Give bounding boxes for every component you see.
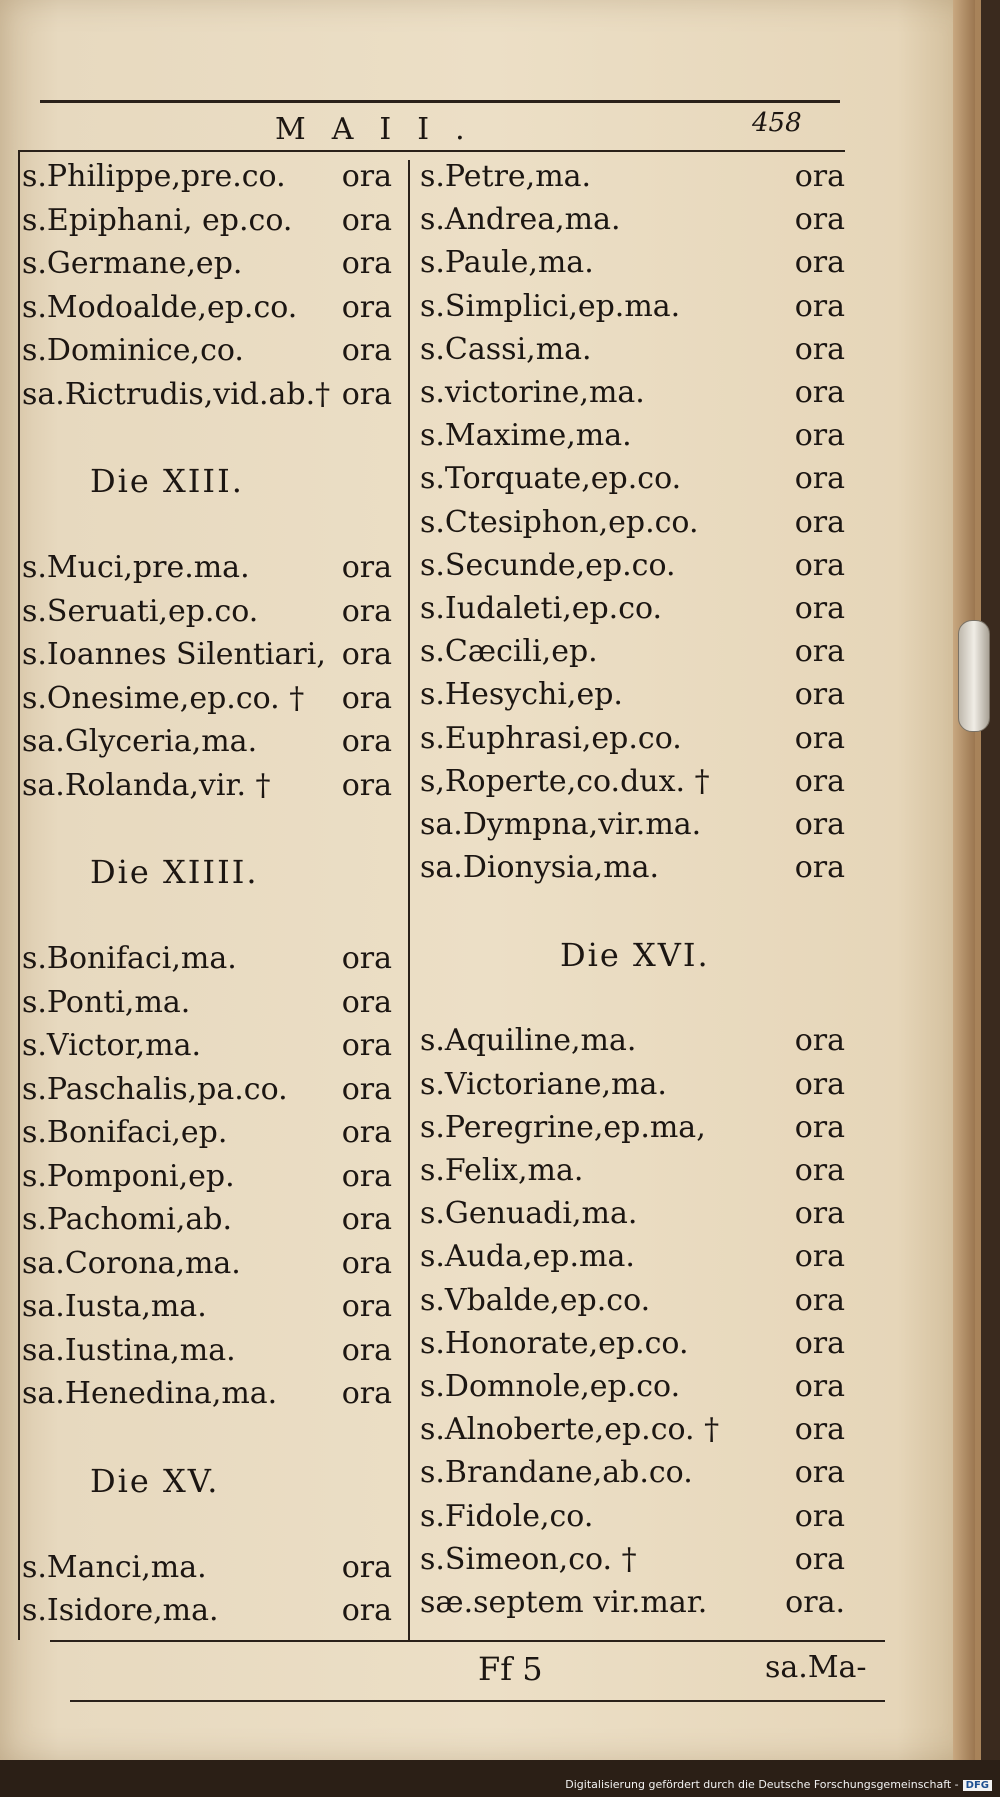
litany-entry bbox=[420, 201, 845, 239]
response-ora: ora bbox=[794, 547, 845, 583]
litany-entry bbox=[22, 1375, 392, 1413]
top-rule bbox=[40, 100, 840, 103]
page-title: MAII. bbox=[275, 112, 491, 147]
response-ora: ora bbox=[341, 637, 392, 672]
response-ora: ora bbox=[794, 1455, 845, 1491]
response-ora: ora bbox=[341, 376, 392, 412]
response-ora: ora bbox=[341, 1071, 392, 1107]
saint-name: s.Felix,ma. bbox=[420, 1153, 584, 1188]
saint-name: s.Muci,pre.ma. bbox=[22, 550, 250, 585]
metal-clasp bbox=[958, 620, 990, 732]
litany-entry bbox=[420, 244, 845, 282]
response-ora: ora bbox=[794, 1282, 845, 1318]
saint-name: sa.Rictrudis,vid.ab.† bbox=[22, 376, 331, 412]
dfg-logo-icon: DFG bbox=[963, 1780, 992, 1791]
saint-name: s.Hesychi,ep. bbox=[420, 677, 623, 713]
litany-entry bbox=[420, 763, 845, 801]
saint-name: s.Pachomi,ab. bbox=[22, 1202, 233, 1237]
saint-name: s.Secunde,ep.co. bbox=[420, 547, 676, 583]
litany-entry bbox=[420, 1109, 845, 1147]
litany-entry bbox=[420, 590, 845, 628]
saint-name: sa.Dympna,vir.ma. bbox=[420, 807, 702, 842]
saint-name: sa.Corona,ma. bbox=[22, 1245, 241, 1281]
response-ora: ora bbox=[794, 591, 845, 626]
response-ora: ora bbox=[794, 288, 845, 324]
saint-name: s.Dominice,co. bbox=[22, 333, 244, 368]
litany-entry bbox=[22, 202, 392, 240]
saint-name: s.Maxime,ma. bbox=[420, 418, 632, 454]
saint-name: s.Paschalis,pa.co. bbox=[22, 1071, 288, 1107]
litany-entry bbox=[420, 1584, 845, 1622]
response-ora: ora bbox=[794, 461, 845, 497]
response-ora: ora bbox=[341, 680, 392, 716]
litany-entry bbox=[420, 849, 845, 887]
response-ora: ora bbox=[794, 159, 845, 194]
litany-entry bbox=[22, 1549, 392, 1587]
day-heading: Die XV. bbox=[90, 1461, 220, 1500]
litany-entry bbox=[420, 1498, 845, 1536]
response-ora: ora bbox=[341, 1245, 392, 1281]
saint-name: s.Genuadi,ma. bbox=[420, 1196, 638, 1232]
response-ora: ora bbox=[341, 550, 392, 585]
saint-name: s.Domnole,ep.co. bbox=[420, 1369, 681, 1404]
litany-entry bbox=[22, 1245, 392, 1283]
saint-name: sa.Rolanda,vir. † bbox=[22, 767, 271, 803]
saint-name: s.Auda,ep.ma. bbox=[420, 1239, 635, 1275]
saint-name: s.Seruati,ep.co. bbox=[22, 593, 259, 629]
signature-mark: Ff 5 bbox=[478, 1650, 543, 1688]
response-ora: ora bbox=[794, 1498, 845, 1534]
litany-entry bbox=[420, 288, 845, 326]
response-ora: ora bbox=[341, 724, 392, 759]
page-number: 458 bbox=[752, 108, 802, 138]
header-rule bbox=[20, 150, 845, 152]
litany-entry bbox=[22, 245, 392, 283]
litany-entry bbox=[420, 720, 845, 758]
litany-entry bbox=[420, 676, 845, 714]
saint-name: sa.Dionysia,ma. bbox=[420, 850, 660, 886]
litany-entry bbox=[420, 504, 845, 542]
litany-entry bbox=[22, 289, 392, 327]
saint-name: s.Iudaleti,ep.co. bbox=[420, 591, 663, 626]
response-ora: ora bbox=[341, 1376, 392, 1411]
saint-name: s.Epiphani, ep.co. bbox=[22, 202, 293, 238]
scan-credit-bar bbox=[0, 1760, 1000, 1797]
response-ora: ora bbox=[794, 202, 845, 238]
saint-name: s.Simplici,ep.ma. bbox=[420, 288, 681, 324]
litany-entry bbox=[22, 1158, 392, 1196]
saint-name: s.Cassi,ma. bbox=[420, 331, 592, 367]
footer-rule bbox=[70, 1700, 885, 1702]
saint-name: s.Ioannes Silentiari, bbox=[22, 637, 326, 672]
saint-name: s.Cæcili,ep. bbox=[420, 634, 598, 670]
saint-name: s.Ponti,ma. bbox=[22, 984, 191, 1020]
response-ora: ora bbox=[794, 245, 845, 281]
saint-name: s.Onesime,ep.co. † bbox=[22, 680, 305, 716]
litany-entry bbox=[22, 1071, 392, 1109]
saint-name: s.Bonifaci,ep. bbox=[22, 1115, 228, 1150]
litany-entry bbox=[420, 1541, 845, 1579]
litany-entry bbox=[22, 723, 392, 761]
litany-entry bbox=[22, 376, 392, 414]
saint-name: s.Euphrasi,ep.co. bbox=[420, 720, 682, 756]
litany-entry bbox=[22, 940, 392, 978]
saint-name: s.Honorate,ep.co. bbox=[420, 1325, 689, 1361]
litany-entry bbox=[420, 374, 845, 412]
response-ora: ora bbox=[341, 246, 392, 281]
litany-entry bbox=[22, 1114, 392, 1152]
saint-name: s.Vbalde,ep.co. bbox=[420, 1282, 651, 1318]
saint-name: s.Isidore,ma. bbox=[22, 1593, 219, 1628]
response-ora: ora bbox=[341, 1115, 392, 1150]
saint-name: sa.Iustina,ma. bbox=[22, 1332, 236, 1368]
response-ora: ora bbox=[341, 1158, 392, 1194]
response-ora: ora bbox=[794, 418, 845, 454]
litany-entry bbox=[420, 1282, 845, 1320]
response-ora: ora bbox=[794, 375, 845, 410]
page-edge bbox=[953, 0, 975, 1760]
day-heading: Die XVI. bbox=[560, 935, 710, 974]
response-ora: ora bbox=[341, 593, 392, 629]
left-margin-rule bbox=[18, 150, 20, 1640]
response-ora: ora bbox=[794, 1109, 845, 1145]
response-ora: ora bbox=[341, 767, 392, 803]
litany-entry bbox=[22, 158, 392, 196]
response-ora: ora bbox=[341, 1289, 392, 1324]
litany-entry bbox=[22, 767, 392, 805]
response-ora: ora bbox=[341, 333, 392, 368]
saint-name: s.Simeon,co. † bbox=[420, 1541, 637, 1577]
litany-entry bbox=[420, 417, 845, 455]
saint-name: s.Bonifaci,ma. bbox=[22, 941, 237, 976]
response-ora: ora bbox=[794, 1239, 845, 1275]
response-ora: ora bbox=[341, 159, 392, 194]
response-ora: ora bbox=[794, 1153, 845, 1188]
litany-entry bbox=[420, 547, 845, 585]
saint-name: s.Philippe,pre.co. bbox=[22, 159, 286, 194]
response-ora: ora bbox=[794, 331, 845, 367]
response-ora: ora bbox=[794, 1066, 845, 1102]
litany-entry bbox=[22, 593, 392, 631]
litany-entry bbox=[420, 1238, 845, 1276]
response-ora: ora bbox=[794, 634, 845, 670]
litany-entry bbox=[22, 984, 392, 1022]
response-ora: ora bbox=[341, 202, 392, 238]
response-ora: ora bbox=[794, 763, 845, 799]
response-ora: ora bbox=[794, 1541, 845, 1577]
day-heading: Die XIII. bbox=[90, 462, 244, 501]
response-ora: ora bbox=[341, 1028, 392, 1063]
dfg-credit bbox=[565, 1778, 992, 1791]
saint-name: s.Manci,ma. bbox=[22, 1549, 207, 1585]
litany-entry bbox=[420, 1195, 845, 1233]
saint-name: s.Peregrine,ep.ma, bbox=[420, 1109, 706, 1145]
litany-entry bbox=[420, 1368, 845, 1406]
saint-name: s.Modoalde,ep.co. bbox=[22, 289, 298, 325]
response-ora: ora bbox=[794, 1325, 845, 1361]
saint-name: s.Pomponi,ep. bbox=[22, 1158, 235, 1194]
litany-entry bbox=[22, 1201, 392, 1239]
saint-name: s,Roperte,co.dux. † bbox=[420, 763, 710, 799]
saint-name: s.Victoriane,ma. bbox=[420, 1066, 667, 1102]
litany-entry bbox=[22, 1027, 392, 1065]
litany-entry bbox=[420, 806, 845, 844]
litany-entry bbox=[420, 1325, 845, 1363]
saint-name: sæ.septem vir.mar. bbox=[420, 1585, 708, 1620]
bottom-rule bbox=[50, 1640, 885, 1642]
saint-name: s.Andrea,ma. bbox=[420, 202, 621, 238]
saint-name: sa.Iusta,ma. bbox=[22, 1289, 207, 1324]
litany-entry bbox=[420, 331, 845, 369]
response-ora: ora bbox=[794, 807, 845, 842]
litany-entry bbox=[22, 549, 392, 587]
litany-entry bbox=[22, 680, 392, 718]
litany-entry bbox=[420, 1411, 845, 1449]
saint-name: s.victorine,ma. bbox=[420, 375, 645, 410]
saint-name: s.Victor,ma. bbox=[22, 1028, 202, 1063]
saint-name: s.Aquiline,ma. bbox=[420, 1023, 637, 1059]
litany-entry bbox=[420, 1454, 845, 1492]
response-ora: ora bbox=[341, 1549, 392, 1585]
litany-entry bbox=[420, 1152, 845, 1190]
litany-entry bbox=[22, 1288, 392, 1326]
response-ora: ora bbox=[341, 1593, 392, 1628]
saint-name: s.Paule,ma. bbox=[420, 245, 594, 281]
saint-name: s.Germane,ep. bbox=[22, 246, 243, 281]
column-divider bbox=[408, 160, 410, 1640]
credit-text: Digitalisierung gefördert durch die Deutsche Forschungsgemeinschaft - bbox=[565, 1778, 959, 1791]
saint-name: s.Ctesiphon,ep.co. bbox=[420, 504, 699, 540]
response-ora: ora bbox=[794, 1369, 845, 1404]
saint-name: sa.Glyceria,ma. bbox=[22, 724, 258, 759]
response-ora: ora bbox=[341, 289, 392, 325]
response-ora: ora bbox=[794, 850, 845, 886]
response-ora: ora bbox=[341, 984, 392, 1020]
litany-entry bbox=[22, 1332, 392, 1370]
response-ora: ora bbox=[341, 1332, 392, 1368]
response-ora: ora bbox=[794, 720, 845, 756]
saint-name: sa.Henedina,ma. bbox=[22, 1376, 278, 1411]
response-ora: ora bbox=[794, 1412, 845, 1448]
litany-entry bbox=[22, 1592, 392, 1630]
response-ora: ora. bbox=[785, 1585, 845, 1620]
saint-name: s.Petre,ma. bbox=[420, 159, 592, 194]
saint-name: s.Brandane,ab.co. bbox=[420, 1455, 693, 1491]
litany-entry bbox=[420, 158, 845, 196]
saint-name: s.Fidole,co. bbox=[420, 1498, 594, 1534]
day-heading: Die XIIII. bbox=[90, 853, 259, 892]
response-ora: ora bbox=[794, 504, 845, 540]
litany-entry bbox=[420, 460, 845, 498]
litany-entry bbox=[420, 633, 845, 671]
litany-entry bbox=[22, 332, 392, 370]
saint-name: s.Torquate,ep.co. bbox=[420, 461, 682, 497]
response-ora: ora bbox=[794, 677, 845, 713]
response-ora: ora bbox=[794, 1196, 845, 1232]
response-ora: ora bbox=[794, 1023, 845, 1059]
saint-name: s.Alnoberte,ep.co. † bbox=[420, 1412, 720, 1448]
litany-entry bbox=[420, 1066, 845, 1104]
response-ora: ora bbox=[341, 1202, 392, 1237]
response-ora: ora bbox=[341, 941, 392, 976]
catchword: sa.Ma- bbox=[765, 1650, 867, 1685]
litany-entry bbox=[22, 636, 392, 674]
litany-entry bbox=[420, 1022, 845, 1060]
